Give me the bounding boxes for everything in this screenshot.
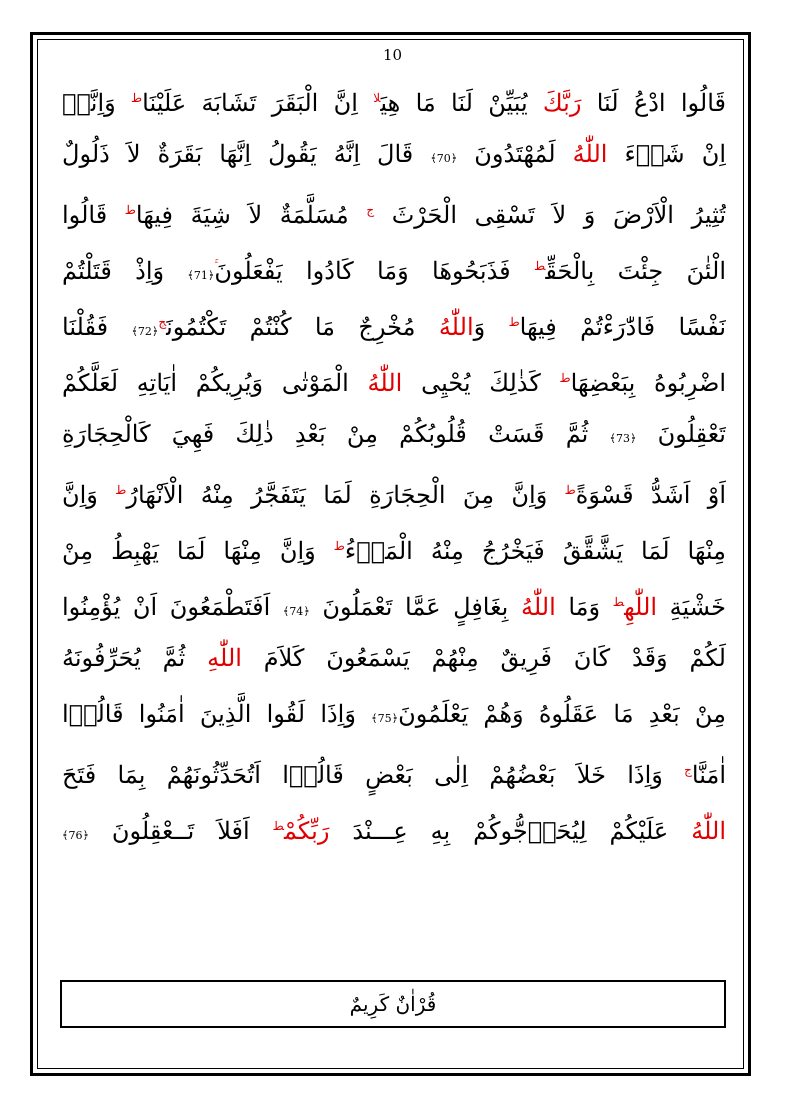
verse-text: بِغَافِلٍ عَمَّا تَعْمَلُونَ [309, 593, 521, 621]
verse-text: ثُمَّ قَسَتْ قُلُوبُكُمْ مِنْ بَعْدِ ذٰلِكَ فَهِيَ كَالْحِجَارَةِ [62, 420, 610, 448]
verse-text: قَالُوا ادْعُ لَنَا [581, 89, 726, 117]
verse-text: اَفَتَطْمَعُونَ اَنْ يُؤْمِنُوا [62, 593, 283, 621]
divine-name-word: اللّٰهُ [438, 313, 474, 341]
verse-text: الْئٰنَ جِئْتَ بِالْحَقِّ [545, 257, 726, 285]
verse-text: تُثِيرُ الْاَرْضَ وَ لاَ تَسْقِى الْحَرْثَ [374, 201, 726, 229]
verse-text: مُخْرِجٌ مَا كُنْتُمْ تَكْتُمُونَ [166, 313, 439, 341]
divine-name-word: اللّٰهُ [367, 369, 403, 397]
quran-text-block [62, 70, 726, 854]
ayah-number: ﴿71﴾ [187, 269, 215, 282]
divine-name-word: رَبَّكَ [542, 89, 582, 117]
verse-line [62, 518, 726, 574]
waqf-mark: ط [564, 483, 576, 497]
verse-text: مِنْ بَعْدِ مَا عَقَلُوهُ وَهُمْ يَعْلَمُونَ [398, 700, 726, 728]
verse-line [62, 574, 726, 630]
divine-name-word: رَبِّكُمْ [284, 817, 330, 845]
divine-name-word: اللّٰهُ [520, 593, 556, 621]
verse-text: لَكُمْ وَقَدْ كَانَ فَرِيقٌ مِنْهُمْ يَسْمَعُونَ كَلاَمَ [241, 644, 726, 672]
divine-name-word: اللّٰهِ [207, 644, 242, 672]
verse-text: وَاِذَا خَلاَ بَعْضُهُمْ اِلٰى بَعْضٍ قَالُوۤا اَتُحَدِّثُونَهُمْ بِمَا فَتَحَ [62, 761, 685, 789]
ayah-number: ﴿70﴾ [430, 152, 458, 165]
verse-line [62, 70, 726, 126]
verse-text: قَالُوا [62, 201, 125, 229]
verse-line [62, 686, 726, 742]
page-number: 10 [382, 46, 403, 64]
verse-line [62, 238, 726, 294]
verse-text: اِنَّ الْبَقَرَ تَشَابَهَ عَلَيْنَا [142, 89, 374, 117]
waqf-mark: ط [533, 259, 546, 273]
verse-text: فَقُلْنَا [62, 313, 132, 341]
footer-box [60, 980, 726, 1028]
verse-text: وَاِنَّ مِنْهَا لَمَا يَهْبِطُ مِنْ [62, 537, 334, 565]
waqf-mark: ط [333, 539, 345, 553]
waqf-mark: ج [366, 203, 375, 217]
verse-text: فَذَبَحُوهَا وَمَا كَادُوا يَفْعَلُونَ [214, 257, 534, 285]
verse-text: اضْرِبُوهُ بِبَعْضِهَا [570, 369, 726, 397]
ayah-number: ﴿72﴾ [131, 325, 159, 338]
verse-text: ثُمَّ يُحَرِّفُونَهُ [62, 644, 208, 672]
verse-line [62, 462, 726, 518]
verse-text: عَلَيْكُمْ لِيُحَاۤجُّوكُمْ بِهِ عِـــنْدَ [329, 817, 692, 845]
ayah-number: ﴿74﴾ [282, 605, 310, 618]
waqf-mark: ط [131, 91, 143, 105]
divine-name-word: اللّٰهُ [572, 140, 608, 168]
verse-text: اِنْ شَاۤءَ [607, 140, 726, 168]
ayah-number: ﴿73﴾ [609, 432, 637, 445]
verse-text: اَفَلاَ تَــعْقِلُونَ [88, 817, 273, 845]
verse-line [62, 294, 726, 350]
verse-text: يُبَيِّنْ لَنَا مَا هِيَ [380, 89, 543, 117]
verse-line [62, 126, 726, 182]
waqf-mark: ط [508, 315, 520, 329]
verse-text: اٰمَنَّا [691, 761, 726, 789]
divine-name-word: اللّٰهِ [624, 593, 658, 621]
verse-text: لَمُهْتَدُونَ [457, 140, 573, 168]
verse-text: وَاِنَّاۤ [62, 89, 132, 117]
waqf-mark: ط [559, 371, 571, 385]
waqf-mark: ج [684, 763, 692, 777]
verse-text: كَذٰلِكَ يُحْيِى [402, 369, 560, 397]
waqf-mark: ط [124, 203, 136, 217]
verse-text: تَعْقِلُونَ [636, 420, 726, 448]
verse-line [62, 742, 726, 798]
verse-text: خَشْيَةِ [657, 593, 726, 621]
ayah-number: ﴿75﴾ [371, 712, 399, 725]
verse-text: وَاِذَا لَقُوا الَّذِينَ اٰمَنُوا قَالُوۤا [62, 700, 372, 728]
waqf-mark: لا [373, 91, 381, 105]
waqf-mark: ط [115, 483, 127, 497]
footer-label: قُرْاٰنٌ كَرِيمٌ [349, 992, 437, 1016]
verse-line [62, 182, 726, 238]
verse-line [62, 350, 726, 406]
verse-text: وَاِنَّ مِنَ الْحِجَارَةِ لَمَا يَتَفَجَّرُ مِنْهُ الْاَنْهَارُ [126, 481, 565, 509]
verse-line [62, 406, 726, 462]
verse-text: وَاِذْ قَتَلْتُمْ [62, 257, 188, 285]
ayah-number: ﴿76﴾ [62, 829, 89, 842]
waqf-mark: ج [158, 315, 167, 329]
waqf-mark: ط [272, 819, 285, 833]
verse-text: قَالَ اِنَّهُ يَقُولُ اِنَّهَا بَقَرَةٌ لاَ ذَلُولٌ [62, 140, 431, 168]
verse-text: الْمَوْتٰى وَيُرِيكُمْ اٰيَاتِهِ لَعَلَّكُمْ [62, 369, 368, 397]
verse-text: وَاِنَّ [62, 481, 116, 509]
waqf-mark: ط [612, 595, 625, 609]
verse-line [62, 630, 726, 686]
verse-text: وَمَا [555, 593, 613, 621]
verse-text: نَفْسًا فَادّٰرَءْتُمْ فِيهَا [519, 313, 726, 341]
verse-line [62, 798, 726, 854]
verse-text: مُسَلَّمَةٌ لاَ شِيَةَ فِيهَا [135, 201, 367, 229]
divine-name-word: اللّٰهُ [691, 817, 726, 845]
verse-text: اَوْ اَشَدُّ قَسْوَةً [575, 481, 726, 509]
verse-text: وَ [473, 313, 509, 341]
verse-text: مِنْهَا لَمَا يَشَّقَّقُ فَيَخْرُجُ مِنْهُ الْمَاۤءُ [344, 537, 726, 565]
